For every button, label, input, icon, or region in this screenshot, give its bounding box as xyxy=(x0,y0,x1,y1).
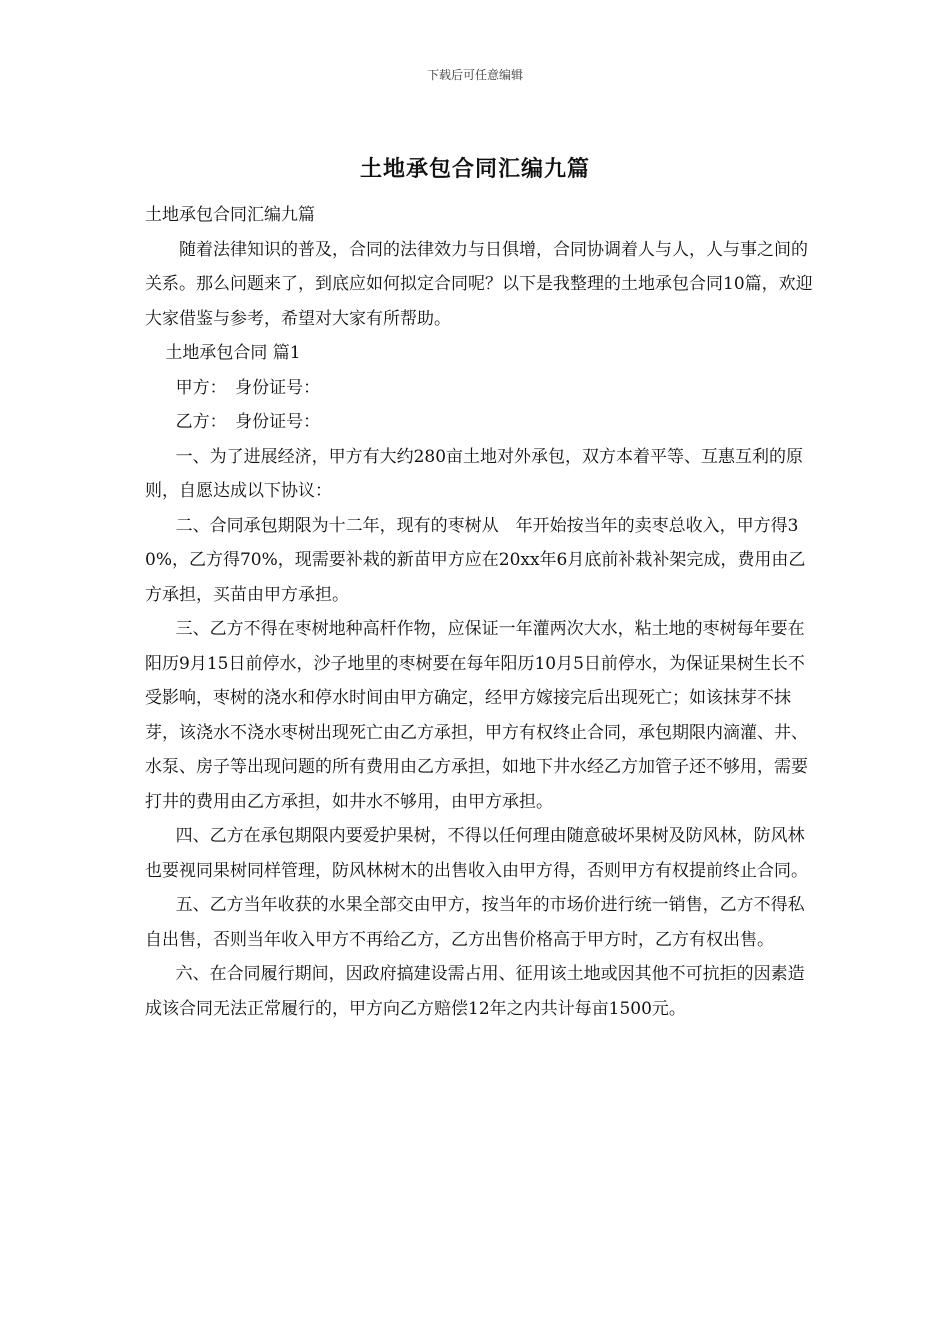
clause-2: 二、合同承包期限为十二年，现有的枣树从 年开始按当年的卖枣总收入，甲方得30%，乙方得70%，现需要补栽的新苗甲方应在20xx年6月底前补栽补架完成，费用由乙方承担，买苗由甲方承担。 xyxy=(145,515,806,605)
intro-paragraph: 随着法律知识的普及，合同的法律效力与日俱增，合同协调着人与人，人与事之间的关系。那么问题来了，到底应如何拟定合同呢？以下是我整理的土地承包合同10篇，欢迎大家借鉴与参考，希望对大家有所帮助。 xyxy=(145,239,813,329)
clause-6: 六、在合同履行期间，因政府搞建设需占用、征用该土地或因其他不可抗拒的因素造成该合同无法正常履行的，甲方向乙方赔偿12年之内共计每亩1500元。 xyxy=(145,964,805,1019)
header-note: 下载后可任意编辑 xyxy=(426,68,523,82)
section-heading: 土地承包合同 篇1 xyxy=(165,343,301,363)
clause-5: 五、乙方当年收获的水果全部交由甲方，按当年的市场价进行统一销售，乙方不得私自出售，否则当年收入甲方不再给乙方，乙方出售价格高于甲方时，乙方有权出售。 xyxy=(145,895,805,950)
clause-3: 三、乙方不得在枣树地种高杆作物，应保证一年灌两次大水，粘土地的枣树每年要在阳历9月15日前停水，沙子地里的枣树要在每年阳历10月5日前停水，为保证果树生长不受影响，枣树的浇水和停水时间由甲方确定，经甲方嫁接完后出现死亡；如该抹芽不抹芽，该浇水不浇水枣树出现死亡由乙方承担，甲方有权终止合同，承包期限内滴灌、井、水泵、房子等出现问题的所有费用由乙方承担，如地下井水经乙方加管子还不够用，需要打井的费用由乙方承担，如井水不够用，由甲方承担。 xyxy=(145,619,808,812)
party-a-line: 甲方： 身份证号： xyxy=(175,377,321,398)
clause-1: 一、为了进展经济，甲方有大约280亩土地对外承包，双方本着平等、互惠互利的原则，自愿达成以下协议： xyxy=(145,446,804,501)
clause-4: 四、乙方在承包期限内要爱护果树，不得以任何理由随意破坏果树及防风林，防风林也要视同果树同样管理，防风林树木的出售收入由甲方得，否则甲方有权提前终止合同。 xyxy=(145,826,808,881)
subtitle-paragraph: 土地承包合同汇编九篇 xyxy=(145,205,315,225)
document-title: 土地承包合同汇编九篇 xyxy=(359,156,590,182)
party-b-line: 乙方： 身份证号： xyxy=(175,412,321,432)
document-body xyxy=(145,198,817,1026)
